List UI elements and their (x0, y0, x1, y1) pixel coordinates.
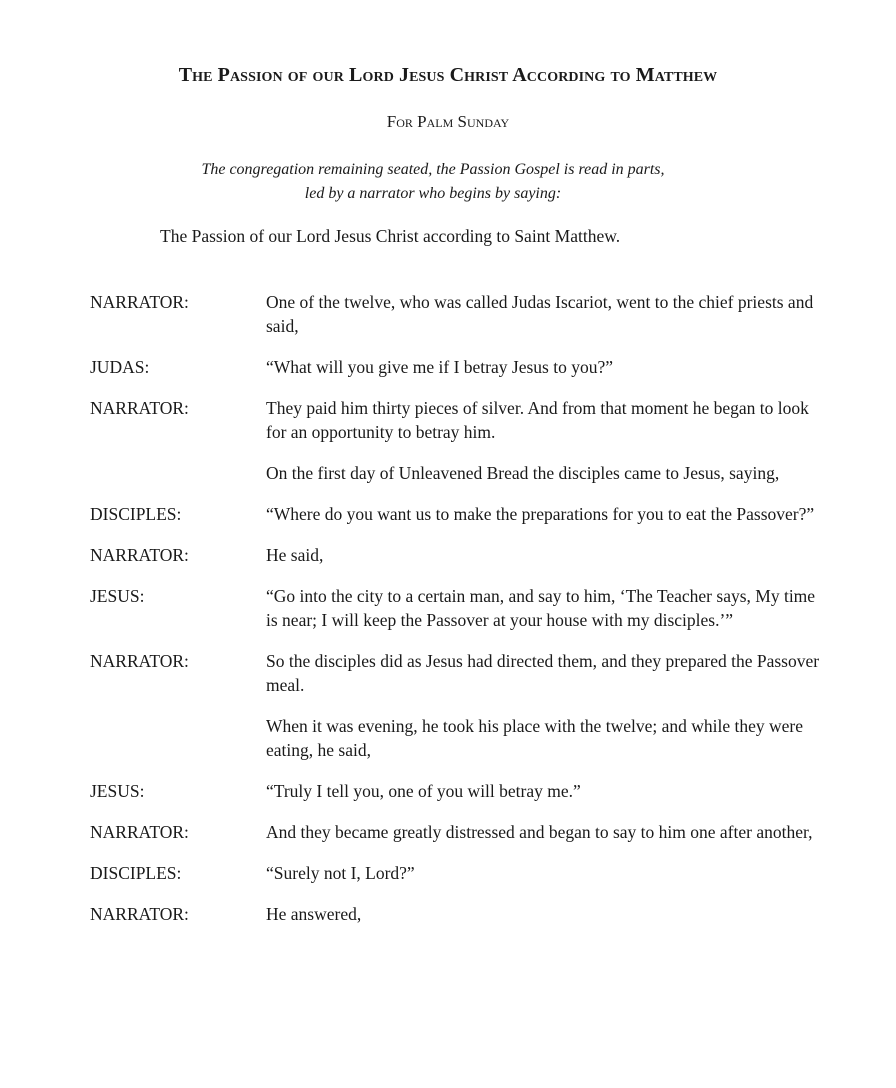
script-entry (90, 290, 820, 338)
rubric-line: The congregation remaining seated, the Passion Gospel is read in parts, (201, 161, 665, 178)
script-text: He said, (266, 545, 324, 565)
speaker-label: JUDAS: (90, 357, 150, 377)
speaker-label: NARRATOR: (90, 651, 189, 671)
script-body (90, 290, 820, 926)
script-entry (90, 902, 820, 926)
script-text: “Go into the city to a certain man, and say to him, ‘The Teacher says, My time is near; I will keep the Passover at your house with my disciples.’” (266, 586, 816, 630)
script-entry (90, 396, 820, 444)
script-text: On the first day of Unleavened Bread the disciples came to Jesus, saying, (266, 463, 780, 483)
page-subtitle: For Palm Sunday (386, 112, 510, 131)
rubric-line: led by a narrator who begins by saying: (304, 185, 562, 202)
speaker-label: NARRATOR: (90, 904, 189, 924)
script-text: So the disciples did as Jesus had directed them, and they prepared the Passover meal. (266, 651, 820, 695)
script-entry (90, 861, 820, 885)
page-title: The Passion of our Lord Jesus Christ According to Matthew (178, 64, 718, 86)
script-entry (90, 355, 820, 379)
script-entry (90, 502, 820, 526)
script-text: They paid him thirty pieces of silver. And from that moment he began to look for an opportunity to betray him. (266, 398, 809, 442)
script-entry (90, 714, 820, 762)
script-text: “What will you give me if I betray Jesus to you?” (266, 357, 613, 377)
script-text: “Surely not I, Lord?” (266, 863, 415, 883)
script-entry (90, 461, 820, 485)
script-entry (90, 649, 820, 697)
script-entry (90, 820, 820, 844)
script-entry (90, 543, 820, 567)
speaker-label: JESUS: (90, 586, 145, 606)
script-text: “Where do you want us to make the preparations for you to eat the Passover?” (266, 504, 815, 524)
script-text: “Truly I tell you, one of you will betray me.” (266, 781, 581, 801)
intro-line: The Passion of our Lord Jesus Christ according to Saint Matthew. (160, 226, 621, 246)
speaker-label: DISCIPLES: (90, 863, 182, 883)
script-text: He answered, (266, 904, 362, 924)
script-entry (90, 584, 820, 632)
speaker-label: NARRATOR: (90, 398, 189, 418)
script-entry (90, 779, 820, 803)
speaker-label: NARRATOR: (90, 292, 189, 312)
speaker-label: JESUS: (90, 781, 145, 801)
rubric (0, 158, 866, 206)
script-text: One of the twelve, who was called Judas Iscariot, went to the chief priests and said, (266, 292, 814, 336)
speaker-label: NARRATOR: (90, 545, 189, 565)
script-text: When it was evening, he took his place with the twelve; and while they were eating, he said, (266, 716, 803, 760)
speaker-label: NARRATOR: (90, 822, 189, 842)
speaker-label: DISCIPLES: (90, 504, 182, 524)
script-text: And they became greatly distressed and began to say to him one after another, (266, 822, 813, 842)
